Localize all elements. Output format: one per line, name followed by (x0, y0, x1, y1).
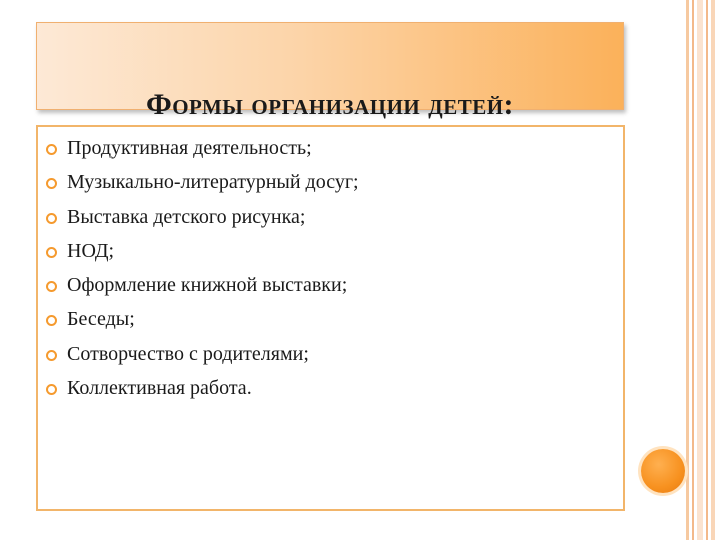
content-box (36, 125, 625, 511)
list-item (46, 240, 606, 274)
orange-ring-bullet-icon (46, 350, 57, 361)
list-item-text: Оформление книжной выставки; (67, 274, 348, 297)
orange-ring-bullet-icon (46, 178, 57, 189)
list-item-text: Продуктивная деятельность; (67, 137, 312, 159)
list-item (46, 377, 606, 411)
orange-circle-icon (641, 449, 685, 493)
bullet-list (46, 137, 606, 411)
list-item (46, 274, 606, 308)
list-item (46, 171, 606, 205)
list-item-text: Коллективная работа. (67, 377, 252, 400)
list-item-text: Выставка детского рисунка; (67, 205, 306, 228)
list-item-text: Музыкально-литературный досуг; (67, 171, 359, 194)
orange-ring-bullet-icon (46, 213, 57, 224)
orange-ring-bullet-icon (46, 144, 57, 155)
orange-ring-bullet-icon (46, 281, 57, 292)
decorative-stripes (686, 0, 720, 540)
orange-ring-bullet-icon (46, 315, 57, 326)
slide-title: Формы организации детей: (145, 88, 515, 121)
orange-ring-bullet-icon (46, 247, 57, 258)
list-item (46, 206, 606, 240)
list-item-text: Беседы; (67, 308, 135, 331)
list-item (46, 137, 606, 171)
orange-ring-bullet-icon (46, 384, 57, 395)
list-item-text: Сотворчество с родителями; (67, 342, 309, 365)
list-item-text: НОД; (67, 239, 115, 262)
title-bar (36, 22, 624, 121)
list-item (46, 343, 606, 377)
list-item (46, 308, 606, 342)
